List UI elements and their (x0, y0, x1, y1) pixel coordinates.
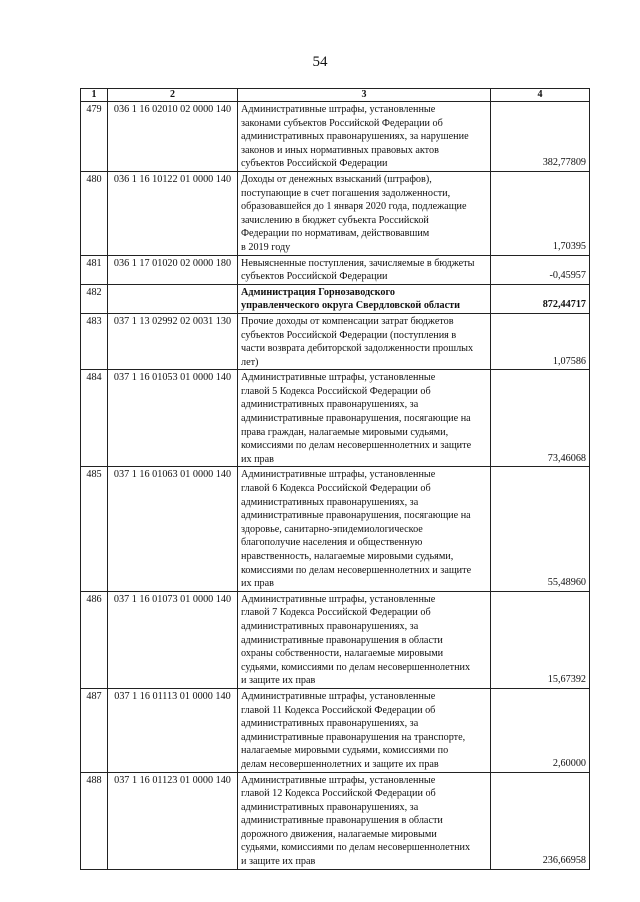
description-line: главой 7 Кодекса Российской Федерации об (241, 607, 431, 619)
budget-classification-code: 037 1 13 02992 02 0031 130 (108, 313, 238, 369)
amount: 15,67392 (491, 591, 590, 688)
row-number: 480 (81, 171, 108, 255)
amount: 382,77809 (491, 102, 590, 172)
description-line: главой 11 Кодекса Российской Федерации об (241, 704, 436, 716)
description-line: административные правонарушения на транспорте, (241, 731, 466, 743)
budget-classification-code: 036 1 16 02010 02 0000 140 (108, 102, 238, 172)
column-header-2: 2 (108, 89, 238, 102)
budget-classification-code: 037 1 16 01053 01 0000 140 (108, 370, 238, 467)
description-line: главой 12 Кодекса Российской Федерации об (241, 788, 436, 800)
description-line: административных правонарушениях, за нарушение (241, 131, 469, 143)
table-body (81, 102, 590, 870)
revenue-table (80, 88, 590, 870)
description-line: благополучие населения и общественную (241, 537, 423, 549)
description-line: зачислению в бюджет субъекта Российской (241, 214, 429, 226)
description-line: охраны собственности, налагаемые мировыми (241, 648, 444, 660)
description-line: части возврата дебиторской задолженности прошлых (241, 343, 474, 355)
budget-classification-code: 036 1 16 10122 01 0000 140 (108, 171, 238, 255)
revenue-description (238, 284, 491, 313)
row-number: 487 (81, 688, 108, 772)
description-line: Невыясненные поступления, зачисляемые в бюджеты (241, 257, 475, 269)
budget-classification-code: 037 1 16 01063 01 0000 140 (108, 467, 238, 591)
description-line: административных правонарушениях, за (241, 620, 419, 632)
description-line: законов и иных нормативных правовых актов (241, 144, 439, 156)
description-line: субъектов Российской Федерации (поступления в (241, 329, 457, 341)
budget-classification-code: 037 1 16 01113 01 0000 140 (108, 688, 238, 772)
description-line: комиссиями по делам несовершеннолетних и защите (241, 564, 472, 576)
budget-classification-code: 037 1 16 01073 01 0000 140 (108, 591, 238, 688)
row-number: 483 (81, 313, 108, 369)
description-line: в 2019 году (241, 241, 291, 253)
description-line: дорожного движения, налагаемые мировыми (241, 828, 437, 840)
table-row (81, 284, 590, 313)
description-line: Доходы от денежных взысканий (штрафов), (241, 173, 432, 185)
description-line: Административные штрафы, установленные (241, 774, 436, 786)
revenue-description (238, 370, 491, 467)
description-line: судьями, комиссиями по делам несовершеннолетних (241, 661, 471, 673)
revenue-description (238, 467, 491, 591)
description-line: Федерации по нормативам, действовавшим (241, 228, 430, 240)
row-number: 488 (81, 772, 108, 869)
column-header-1: 1 (81, 89, 108, 102)
description-line: Административные штрафы, установленные (241, 593, 436, 605)
row-number: 484 (81, 370, 108, 467)
description-line: Администрация Горнозаводского (241, 286, 395, 298)
table-row (81, 591, 590, 688)
description-line: главой 5 Кодекса Российской Федерации об (241, 385, 431, 397)
description-line: Административные штрафы, установленные (241, 372, 436, 384)
description-line: Административные штрафы, установленные (241, 690, 436, 702)
column-header-3: 3 (238, 89, 491, 102)
description-line: их прав (241, 578, 274, 590)
description-line: образовавшейся до 1 января 2020 года, подлежащие (241, 201, 467, 213)
table-row (81, 688, 590, 772)
revenue-description (238, 313, 491, 369)
row-number: 486 (81, 591, 108, 688)
description-line: комиссиями по делам несовершеннолетних и защите (241, 440, 472, 452)
amount: 236,66958 (491, 772, 590, 869)
description-line: главой 6 Кодекса Российской Федерации об (241, 483, 431, 495)
row-number: 482 (81, 284, 108, 313)
budget-classification-code: 036 1 17 01020 02 0000 180 (108, 255, 238, 284)
amount: 73,46068 (491, 370, 590, 467)
description-line: и защите их прав (241, 856, 316, 868)
revenue-description (238, 102, 491, 172)
table-row (81, 171, 590, 255)
description-line: административных правонарушениях, за (241, 801, 419, 813)
description-line: судьями, комиссиями по делам несовершеннолетних (241, 842, 471, 854)
description-line: административные правонарушения, посягающие на (241, 510, 471, 522)
description-line: законами субъектов Российской Федерации об (241, 117, 443, 129)
table-row (81, 102, 590, 172)
description-line: делам несовершеннолетних и защите их прав (241, 758, 439, 770)
revenue-description (238, 591, 491, 688)
description-line: права граждан, налагаемые мировыми судьями, (241, 426, 449, 438)
row-number: 479 (81, 102, 108, 172)
row-number: 485 (81, 467, 108, 591)
description-line: поступающие в счет погашения задолженности, (241, 187, 451, 199)
revenue-description (238, 688, 491, 772)
revenue-description (238, 772, 491, 869)
description-line: субъектов Российской Федерации (241, 271, 388, 283)
description-line: здоровье, санитарно-эпидемиологическое (241, 523, 423, 535)
table-row (81, 772, 590, 869)
amount: 2,60000 (491, 688, 590, 772)
description-line: их прав (241, 453, 274, 465)
description-line: административных правонарушениях, за (241, 718, 419, 730)
table-row (81, 370, 590, 467)
description-line: и защите их прав (241, 675, 316, 687)
budget-classification-code: 037 1 16 01123 01 0000 140 (108, 772, 238, 869)
revenue-description (238, 255, 491, 284)
table-row (81, 313, 590, 369)
revenue-description (238, 171, 491, 255)
description-line: административные правонарушения в области (241, 634, 443, 646)
description-line: Прочие доходы от компенсации затрат бюджетов (241, 315, 454, 327)
amount: 1,70395 (491, 171, 590, 255)
description-line: административные правонарушения, посягающие на (241, 413, 471, 425)
column-header-4: 4 (491, 89, 590, 102)
description-line: нравственность, налагаемые мировыми судьями, (241, 551, 454, 562)
table-row (81, 255, 590, 284)
description-line: административных правонарушениях, за (241, 496, 419, 508)
description-line: Административные штрафы, установленные (241, 104, 436, 115)
table-row (81, 467, 590, 591)
description-line: управленческого округа Свердловской области (241, 300, 460, 312)
row-number: 481 (81, 255, 108, 284)
description-line: административных правонарушениях, за (241, 399, 419, 411)
page-number: 54 (312, 54, 328, 70)
amount: 55,48960 (491, 467, 590, 591)
description-line: Административные штрафы, установленные (241, 469, 436, 481)
amount: 1,07586 (491, 313, 590, 369)
amount: -0,45957 (491, 255, 590, 284)
table-header-row (81, 89, 590, 102)
description-line: административные правонарушения в области (241, 815, 443, 827)
budget-classification-code (108, 284, 238, 313)
description-line: налагаемые мировыми судьями, комиссиями по (241, 745, 449, 757)
description-line: лет) (241, 356, 259, 368)
amount: 872,44717 (491, 284, 590, 313)
description-line: субъектов Российской Федерации (241, 158, 388, 170)
